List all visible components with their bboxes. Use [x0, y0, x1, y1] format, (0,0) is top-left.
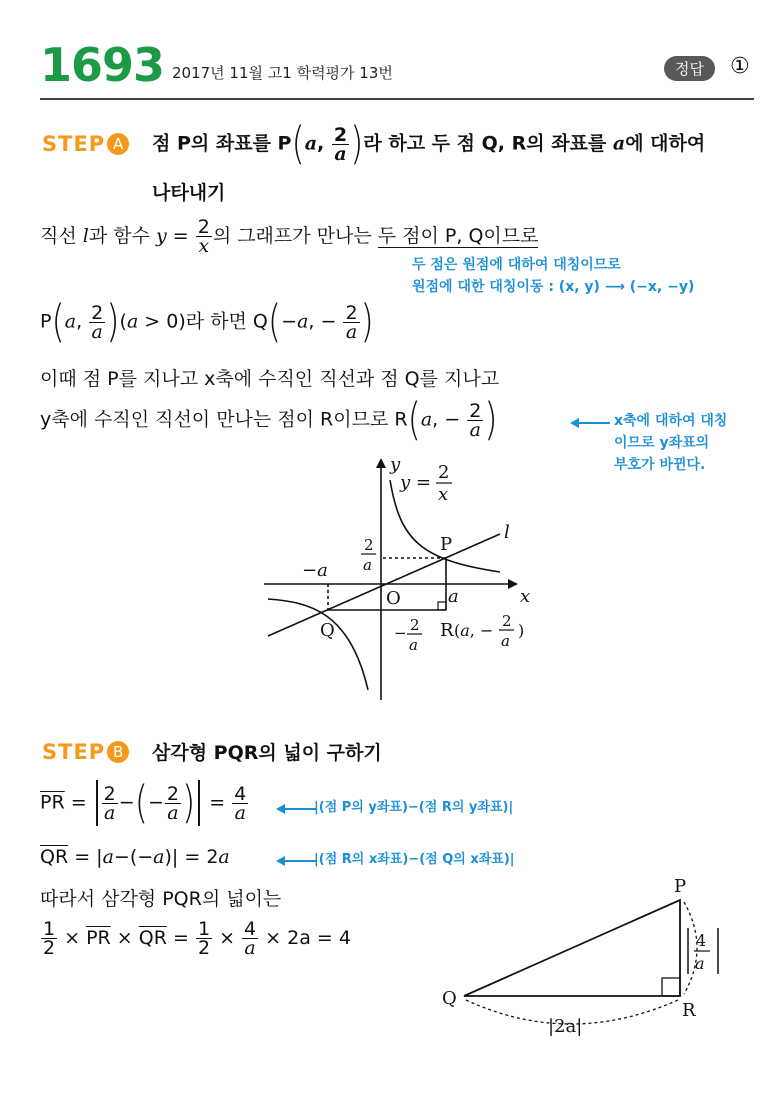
- step-b-label: STEP B: [42, 740, 129, 764]
- svg-text:2: 2: [502, 612, 512, 630]
- line-l-label: l: [504, 522, 510, 543]
- underlined-phrase: 두 점이 P, Q이므로: [377, 225, 539, 247]
- step-a-line3: 이때 점 P를 지나고 x축에 수직인 직선과 점 Q를 지나고: [40, 368, 500, 390]
- qr-equation: $\overline{QR} = |a-(-a)| = 2a$: [40, 846, 230, 868]
- step-a-label: STEP A: [42, 132, 129, 156]
- step-a-line1: 직선 l과 함수 y = $\frac{2}{x}$ 의 그래프가 만나는 두 점이 P, Q이므로: [40, 216, 539, 257]
- arrow-qr: [276, 852, 318, 871]
- qr-note: |(점 R의 x좌표)−(점 Q의 x좌표)|: [314, 852, 515, 867]
- hyperbola-graph: [250, 450, 550, 710]
- pr-equation: $\overline{PR}$ = $\frac{2}{a}$ −(− $\frac{2}{a}$ ) = $\frac{4}{a}$: [40, 777, 247, 829]
- svg-text:a: a: [409, 636, 418, 654]
- step-a-line4: y축에 수직인 직선이 만나는 점이 R이므로 R(a, − $\frac{2}{a}$ ): [40, 394, 498, 446]
- pos-a-label: a: [448, 586, 459, 607]
- step-a-title: 점 P의 좌표를 P(a, $\frac{2}{a}$ )라 하고 두 점 Q, R의 좌표를 a에 대하여: [152, 118, 706, 170]
- svg-text:a: a: [363, 556, 372, 574]
- triangle-pqr: [464, 900, 680, 996]
- hyperbola-branch-2: [268, 599, 368, 690]
- step-a-title-line2: 나타내기: [152, 182, 226, 204]
- arrow-pr: [276, 800, 318, 819]
- answer-value: ①: [730, 54, 750, 79]
- svg-text:4: 4: [696, 931, 707, 950]
- r-coord-label: (a, −: [454, 621, 494, 640]
- note-symmetry: 두 점은 원점에 대하여 대칭이므로 원점에 대한 대칭이동 : (x, y) ⟶ (−x, −y): [412, 257, 695, 295]
- area-equation: $\frac{1}{2}$ × $\overline{PR} \times \overline{QR}$ = $\frac{1}{2}$ × $\frac{4}{a}$ × 2a = 4: [43, 918, 351, 959]
- svg-text:a: a: [695, 954, 705, 973]
- origin-label: O: [386, 588, 401, 609]
- svg-text:): ): [518, 621, 525, 640]
- answer-badge: 정답: [664, 56, 715, 81]
- point-r-label: R: [440, 620, 454, 641]
- conclusion-text: 따라서 삼각형 PQR의 넓이는: [40, 888, 282, 910]
- svg-text:−: −: [394, 624, 407, 642]
- point-q-label: Q: [320, 620, 335, 641]
- triangle-right-angle: [662, 978, 680, 996]
- triangle-q-label: Q: [442, 988, 457, 1009]
- triangle-p-label: P: [674, 876, 687, 897]
- point-p-label: P: [440, 534, 453, 555]
- svg-text:x: x: [438, 484, 449, 505]
- neg-a-label: −a: [302, 560, 328, 581]
- step-a-marker: A: [107, 133, 129, 155]
- x-axis-label: x: [520, 586, 531, 607]
- problem-number: 1693: [40, 38, 165, 92]
- step-b-title: 삼각형 PQR의 넓이 구하기: [152, 742, 382, 764]
- svg-text:2: 2: [438, 462, 450, 483]
- header-divider: [40, 98, 754, 100]
- problem-source: 2017년 11월 고1 학력평가 13번: [172, 64, 393, 82]
- note-reflection: x축에 대하여 대칭 이므로 y좌표의 부호가 바뀐다.: [614, 413, 728, 473]
- arrow-note2: [570, 414, 612, 433]
- triangle-figure: [430, 870, 750, 1050]
- svg-text:2: 2: [410, 616, 420, 634]
- svg-text:a: a: [501, 632, 510, 650]
- svg-text:2: 2: [364, 536, 374, 554]
- y-axis-label: y: [390, 454, 401, 475]
- step-a-line2: P(a, $\frac{2}{a}$ )(a > 0)라 하면 Q(−a, − $\frac{2}{a}$ ): [40, 296, 374, 348]
- pr-note: |(점 P의 y좌표)−(점 R의 y좌표)|: [314, 800, 514, 815]
- curve-label: y =: [400, 472, 431, 493]
- triangle-r-label: R: [682, 1000, 696, 1021]
- step-b-marker: B: [107, 741, 129, 763]
- right-angle-mark: [438, 602, 446, 610]
- base-label: |2a|: [548, 1016, 583, 1037]
